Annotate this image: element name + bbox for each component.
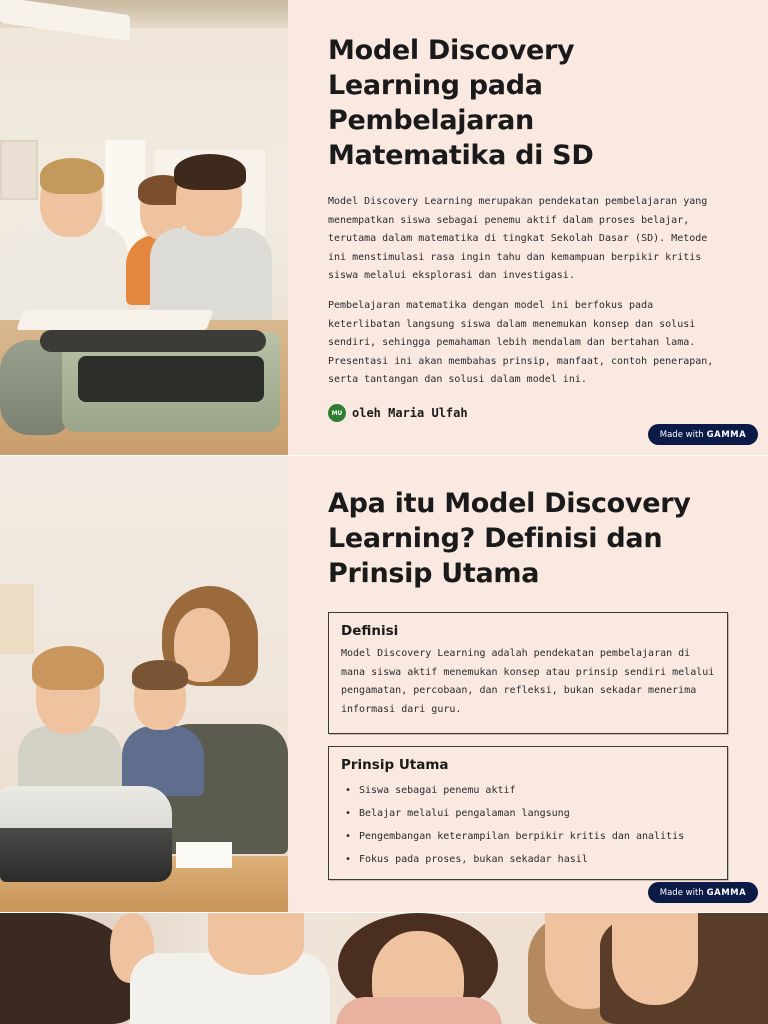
intro-paragraph-2: Pembelajaran matematika dengan model ini berfokus pada keterlibatan langsung siswa dalam menemukan konsep dan solusi sendiri, sehingga pemahaman lebih mendalam dan bertahan lama. Presentasi ini akan membahas prinsip, manfaat, contoh penerapan, serta tantangan dan solusi dalam model ini.: [328, 300, 714, 385]
principles-list: [341, 779, 715, 871]
slide-definition: [0, 456, 768, 912]
made-with-gamma-badge[interactable]: [648, 882, 758, 903]
gamma-logo: GAMMA: [706, 429, 747, 440]
avatar: MU: [328, 404, 346, 422]
made-with-gamma-badge[interactable]: [648, 424, 758, 445]
principles-title: Prinsip Utama: [341, 757, 449, 773]
definition-text: Model Discovery Learning adalah pendekatan pembelajaran di mana siswa aktif menemukan konsep atau prinsip sendiri melalui pengamatan, percobaan, dan refleksi, bukan sekadar menerima informasi dari guru.: [341, 648, 715, 715]
page-title: Model Discovery Learning pada Pembelajaran Matematika di SD: [328, 35, 594, 171]
author-name: oleh Maria Ulfah: [352, 406, 468, 420]
list-item: • Fokus pada proses, bukan sekadar hasil: [341, 848, 715, 871]
slide-photo-strip: [0, 913, 768, 1024]
teacher-kids-photo: [0, 456, 288, 912]
classroom-typewriter-photo: [0, 0, 288, 455]
definition-card: [328, 612, 728, 734]
slide-intro: [0, 0, 768, 455]
definition-title: Definisi: [341, 623, 399, 639]
badge-prefix: Made with: [659, 429, 704, 440]
list-item: • Siswa sebagai penemu aktif: [341, 779, 715, 802]
author-line: [328, 404, 468, 422]
smiling-kids-photo: [0, 913, 768, 1024]
section-title: Apa itu Model Discovery Learning? Definisi dan Prinsip Utama: [328, 488, 691, 589]
list-item: • Pengembangan keterampilan berpikir kritis dan analitis: [341, 825, 715, 848]
list-item: • Belajar melalui pengalaman langsung: [341, 802, 715, 825]
gamma-logo: GAMMA: [706, 887, 747, 898]
badge-prefix: Made with: [659, 887, 704, 898]
principles-card: [328, 746, 728, 880]
intro-paragraph: Model Discovery Learning merupakan pendekatan pembelajaran yang menempatkan siswa sebagai penemu aktif dalam proses belajar, terutama dalam matematika di tingkat Sekolah Dasar (SD). Metode ini menstimulasi rasa ingin tahu dan kemampuan berpikir kritis siswa melalui eksplorasi dan investigasi.: [328, 196, 708, 281]
